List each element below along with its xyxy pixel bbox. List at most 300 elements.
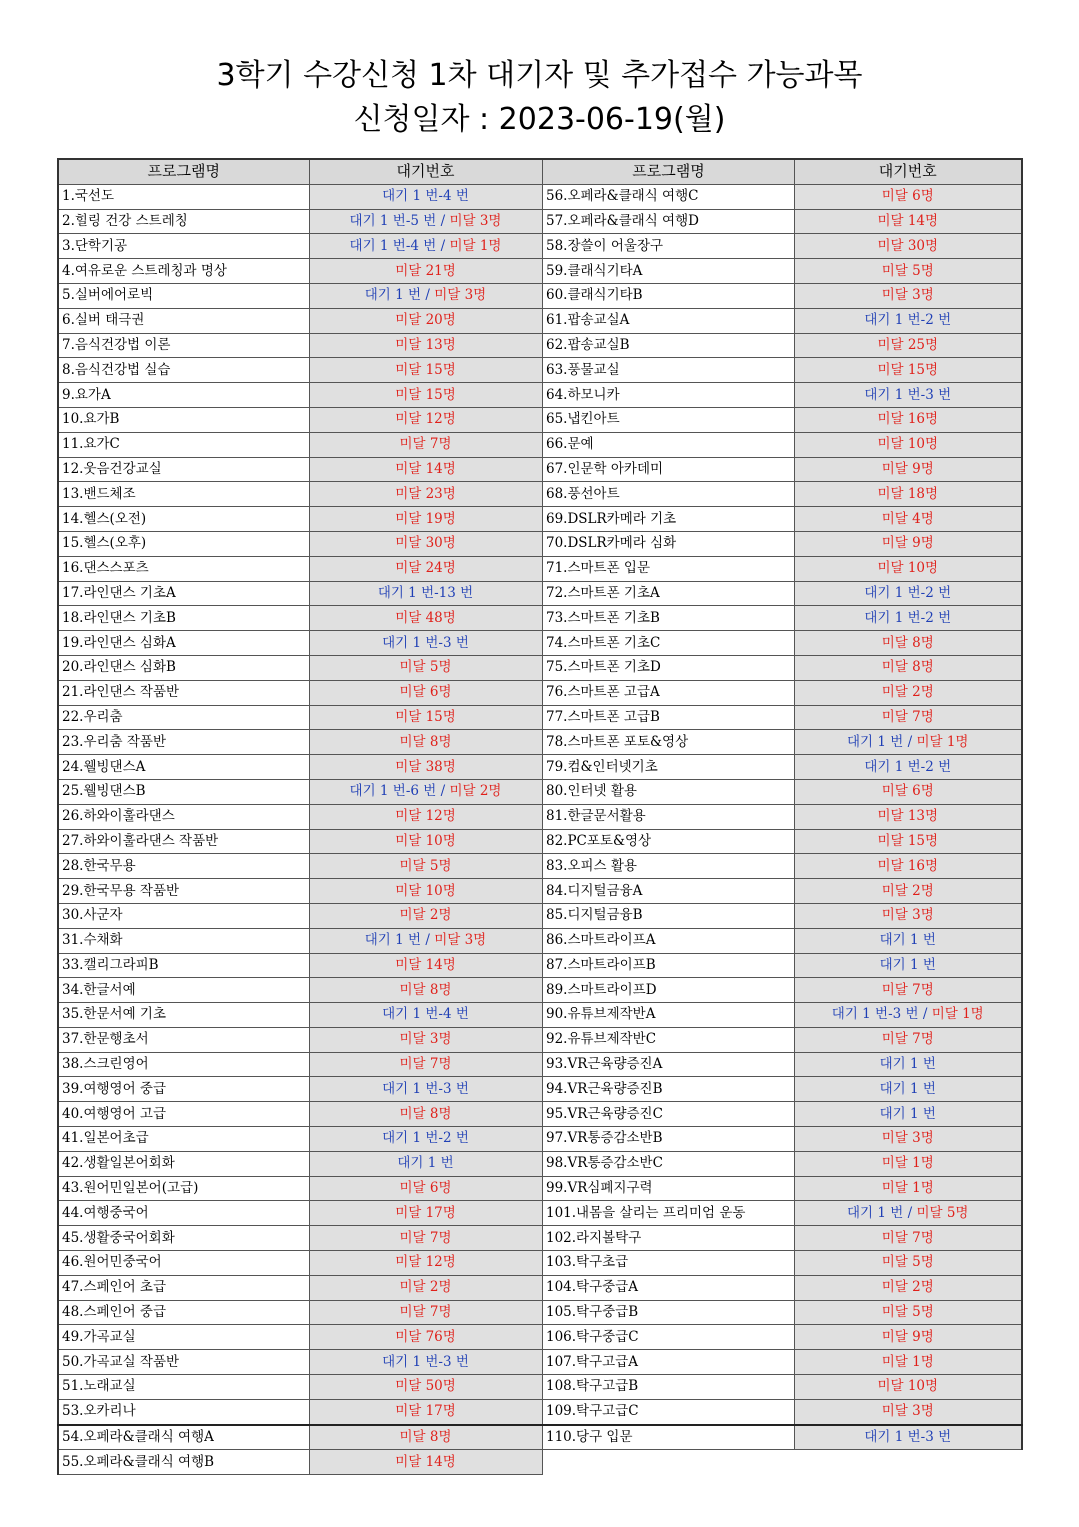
wait-number: 대기 1 번-3 번 xyxy=(864,1429,952,1446)
table-row xyxy=(543,209,1022,234)
wait-status xyxy=(795,1375,1022,1400)
program-name: 64.하모니카 xyxy=(543,383,795,408)
header-wait: 대기번호 xyxy=(795,159,1022,184)
wait-number: 대기 1 번-2 번 xyxy=(864,609,952,626)
program-name: 21.라인댄스 작품반 xyxy=(58,680,309,705)
program-name: 89.스마트라이프D xyxy=(543,978,795,1003)
program-name: 68.풍선아트 xyxy=(543,482,795,507)
table-row xyxy=(58,1201,542,1226)
shortfall-count: 미달 16명 xyxy=(877,857,939,874)
program-name: 50.가곡교실 작품반 xyxy=(58,1350,309,1375)
shortfall-count: 미달 6명 xyxy=(399,1180,452,1197)
table-row xyxy=(543,1275,1022,1300)
shortfall-count: 미달 38명 xyxy=(395,758,456,775)
wait-status xyxy=(309,184,542,209)
program-name: 5.실버에어로빅 xyxy=(58,283,309,308)
wait-status xyxy=(795,655,1022,680)
table-row xyxy=(58,283,542,308)
separator: / xyxy=(436,212,450,229)
shortfall-count: 미달 1명 xyxy=(881,1155,934,1172)
table-row xyxy=(543,928,1022,953)
shortfall-count: 미달 5명 xyxy=(881,1304,934,1321)
table-row xyxy=(58,1450,542,1475)
header-program: 프로그램명 xyxy=(58,159,309,184)
program-name: 12.웃음건강교실 xyxy=(58,457,309,482)
wait-number: 대기 1 번-13 번 xyxy=(377,584,474,601)
wait-status xyxy=(309,457,542,482)
program-name: 107.탁구고급A xyxy=(543,1350,795,1375)
wait-status xyxy=(309,1176,542,1201)
wait-status xyxy=(795,606,1022,631)
program-name: 19.라인댄스 심화A xyxy=(58,631,309,656)
program-name: 70.DSLR카메라 심화 xyxy=(543,531,795,556)
wait-status xyxy=(795,1201,1022,1226)
program-name: 16.댄스스포츠 xyxy=(58,556,309,581)
program-name: 30.사군자 xyxy=(58,903,309,928)
wait-number: 대기 1 번-3 번 xyxy=(382,1080,469,1097)
program-name: 71.스마트폰 입문 xyxy=(543,556,795,581)
wait-status xyxy=(795,680,1022,705)
shortfall-count: 미달 8명 xyxy=(399,1105,452,1122)
table-row xyxy=(543,1027,1022,1052)
table-row xyxy=(543,854,1022,879)
table-row xyxy=(58,482,542,507)
table-row xyxy=(543,1077,1022,1102)
program-name: 108.탁구고급B xyxy=(543,1375,795,1400)
program-name: 90.유튜브제작반A xyxy=(543,1003,795,1028)
shortfall-count: 미달 3명 xyxy=(399,1031,452,1048)
program-name: 31.수채화 xyxy=(58,928,309,953)
shortfall-count: 미달 7명 xyxy=(399,436,452,453)
wait-status xyxy=(309,407,542,432)
wait-status xyxy=(795,556,1022,581)
wait-status xyxy=(795,259,1022,284)
program-name: 17.라인댄스 기초A xyxy=(58,581,309,606)
shortfall-count: 미달 1명 xyxy=(881,1180,934,1197)
shortfall-count: 미달 7명 xyxy=(881,981,934,998)
shortfall-count: 미달 2명 xyxy=(881,1279,934,1296)
shortfall-count: 미달 13명 xyxy=(877,808,939,825)
table-row xyxy=(58,978,542,1003)
shortfall-count: 미달 6명 xyxy=(881,188,934,205)
page-subtitle: 신청일자 : 2023-06-19(월) xyxy=(353,102,726,137)
program-name: 110.당구 입문 xyxy=(543,1425,795,1450)
shortfall-count: 미달 7명 xyxy=(399,1056,452,1073)
program-name: 43.원어민일본어(고급) xyxy=(58,1176,309,1201)
shortfall-count: 미달 50명 xyxy=(395,1378,456,1395)
program-name: 55.오페라&클래식 여행B xyxy=(58,1450,309,1475)
program-name: 61.팝송교실A xyxy=(543,308,795,333)
shortfall-count: 미달 2명 xyxy=(399,1279,452,1296)
program-name: 1.국선도 xyxy=(58,184,309,209)
table-row xyxy=(58,1176,542,1201)
wait-status xyxy=(309,1300,542,1325)
program-name: 2.힐링 건강 스트레칭 xyxy=(58,209,309,234)
program-name: 54.오페라&클래식 여행A xyxy=(58,1425,309,1450)
wait-status xyxy=(309,606,542,631)
program-name: 25.웰빙댄스B xyxy=(58,779,309,804)
table-row xyxy=(58,903,542,928)
shortfall-count: 미달 6명 xyxy=(881,783,934,800)
wait-status xyxy=(309,1052,542,1077)
wait-status xyxy=(309,482,542,507)
program-name: 102.라지볼탁구 xyxy=(543,1226,795,1251)
wait-status xyxy=(309,1450,542,1475)
program-name: 82.PC포토&영상 xyxy=(543,829,795,854)
table-row xyxy=(58,507,542,532)
wait-status xyxy=(309,730,542,755)
program-name: 103.탁구초급 xyxy=(543,1251,795,1276)
shortfall-count: 미달 10명 xyxy=(395,832,456,849)
table-row xyxy=(543,1151,1022,1176)
table-row xyxy=(58,308,542,333)
shortfall-count: 미달 7명 xyxy=(881,1229,934,1246)
wait-status xyxy=(309,1325,542,1350)
shortfall-count: 미달 14명 xyxy=(395,956,456,973)
wait-status xyxy=(795,482,1022,507)
table-row xyxy=(58,1052,542,1077)
shortfall-count: 미달 18명 xyxy=(877,485,939,502)
program-name: 66.문예 xyxy=(543,432,795,457)
wait-status xyxy=(795,1052,1022,1077)
shortfall-count: 미달 15명 xyxy=(395,361,456,378)
program-name: 53.오카리나 xyxy=(58,1399,309,1424)
wait-status xyxy=(309,358,542,383)
waitlist-table-left xyxy=(57,158,543,1475)
program-name: 14.헬스(오전) xyxy=(58,507,309,532)
wait-number: 대기 1 번-3 번 xyxy=(831,1006,919,1023)
program-name: 4.여유로운 스트레칭과 명상 xyxy=(58,259,309,284)
table-row xyxy=(543,581,1022,606)
table-row xyxy=(543,531,1022,556)
shortfall-count: 미달 19명 xyxy=(395,510,456,527)
wait-status xyxy=(309,259,542,284)
separator: / xyxy=(436,783,450,800)
program-name: 62.팝송교실B xyxy=(543,333,795,358)
wait-number: 대기 1 번-6 번 xyxy=(349,783,437,800)
wait-status xyxy=(309,631,542,656)
wait-status xyxy=(795,1077,1022,1102)
shortfall-count: 미달 1명 xyxy=(881,1353,934,1370)
table-row xyxy=(543,259,1022,284)
program-name: 69.DSLR카메라 기초 xyxy=(543,507,795,532)
wait-number: 대기 1 번-2 번 xyxy=(864,312,952,329)
wait-status xyxy=(795,507,1022,532)
program-name: 37.한문행초서 xyxy=(58,1027,309,1052)
program-name: 33.캘리그라피B xyxy=(58,953,309,978)
table-row xyxy=(543,482,1022,507)
program-name: 93.VR근육량증진A xyxy=(543,1052,795,1077)
wait-status xyxy=(309,804,542,829)
wait-number: 대기 1 번-2 번 xyxy=(864,758,952,775)
wait-status xyxy=(309,680,542,705)
program-name: 8.음식건강법 실습 xyxy=(58,358,309,383)
wait-number: 대기 1 번 xyxy=(879,1080,936,1097)
table-row xyxy=(543,507,1022,532)
table-row xyxy=(58,432,542,457)
shortfall-count: 미달 24명 xyxy=(395,560,456,577)
wait-status xyxy=(309,1003,542,1028)
program-name: 9.요가A xyxy=(58,383,309,408)
table-row xyxy=(543,978,1022,1003)
wait-status xyxy=(309,1226,542,1251)
table-row xyxy=(543,432,1022,457)
wait-status xyxy=(795,705,1022,730)
program-name: 49.가곡교실 xyxy=(58,1325,309,1350)
wait-status xyxy=(795,1027,1022,1052)
table-row xyxy=(58,581,542,606)
program-name: 87.스마트라이프B xyxy=(543,953,795,978)
program-name: 106.탁구중급C xyxy=(543,1325,795,1350)
program-name: 27.하와이훌라댄스 작품반 xyxy=(58,829,309,854)
program-name: 38.스크린영어 xyxy=(58,1052,309,1077)
table-row xyxy=(58,755,542,780)
shortfall-count: 미달 5명 xyxy=(881,262,934,279)
program-name: 104.탁구중급A xyxy=(543,1275,795,1300)
wait-status xyxy=(795,879,1022,904)
program-name: 81.한글문서활용 xyxy=(543,804,795,829)
shortfall-count: 미달 8명 xyxy=(399,1429,452,1446)
waitlist-table-right xyxy=(542,158,1023,1450)
shortfall-count: 미달 3명 xyxy=(434,287,487,304)
wait-status xyxy=(795,1251,1022,1276)
table-row xyxy=(543,779,1022,804)
table-row xyxy=(543,804,1022,829)
shortfall-count: 미달 10명 xyxy=(877,560,939,577)
shortfall-count: 미달 1명 xyxy=(931,1006,984,1023)
shortfall-count: 미달 76명 xyxy=(395,1328,456,1345)
table-row xyxy=(58,1226,542,1251)
shortfall-count: 미달 15명 xyxy=(877,832,939,849)
program-name: 63.풍물교실 xyxy=(543,358,795,383)
table-row xyxy=(543,457,1022,482)
wait-number: 대기 1 번-4 번 xyxy=(382,1006,469,1023)
table-row xyxy=(58,1375,542,1400)
table-row xyxy=(543,383,1022,408)
table-row xyxy=(543,1176,1022,1201)
shortfall-count: 미달 9명 xyxy=(881,535,934,552)
table-row xyxy=(543,606,1022,631)
separator: / xyxy=(421,287,435,304)
program-name: 65.냅킨아트 xyxy=(543,407,795,432)
shortfall-count: 미달 7명 xyxy=(399,1229,452,1246)
wait-status xyxy=(795,730,1022,755)
wait-status xyxy=(309,953,542,978)
wait-status xyxy=(309,1077,542,1102)
program-name: 59.클래식기타A xyxy=(543,259,795,284)
wait-number: 대기 1 번-2 번 xyxy=(382,1130,469,1147)
wait-status xyxy=(309,1027,542,1052)
table-row xyxy=(543,680,1022,705)
shortfall-count: 미달 12명 xyxy=(395,808,456,825)
program-name: 47.스페인어 초급 xyxy=(58,1275,309,1300)
table-row xyxy=(58,953,542,978)
table-row xyxy=(58,928,542,953)
shortfall-count: 미달 2명 xyxy=(881,882,934,899)
wait-status xyxy=(309,1425,542,1450)
wait-status xyxy=(795,928,1022,953)
header-wait: 대기번호 xyxy=(309,159,542,184)
shortfall-count: 미달 3명 xyxy=(881,907,934,924)
program-name: 95.VR근육량증진C xyxy=(543,1102,795,1127)
wait-status xyxy=(309,1275,542,1300)
wait-status xyxy=(795,358,1022,383)
table-row xyxy=(58,1077,542,1102)
shortfall-count: 미달 16명 xyxy=(877,411,939,428)
program-name: 51.노래교실 xyxy=(58,1375,309,1400)
table-row xyxy=(543,953,1022,978)
wait-status xyxy=(795,829,1022,854)
program-name: 18.라인댄스 기초B xyxy=(58,606,309,631)
table-row xyxy=(58,655,542,680)
table-row xyxy=(543,829,1022,854)
table-row xyxy=(543,184,1022,209)
shortfall-count: 미달 1명 xyxy=(916,733,969,750)
wait-status xyxy=(795,308,1022,333)
program-name: 75.스마트폰 기초D xyxy=(543,655,795,680)
table-row xyxy=(58,705,542,730)
table-row xyxy=(543,1375,1022,1400)
program-name: 76.스마트폰 고급A xyxy=(543,680,795,705)
shortfall-count: 미달 13명 xyxy=(395,336,456,353)
wait-status xyxy=(795,903,1022,928)
shortfall-count: 미달 3명 xyxy=(449,212,502,229)
wait-status xyxy=(795,209,1022,234)
wait-status xyxy=(309,829,542,854)
shortfall-count: 미달 14명 xyxy=(877,212,939,229)
table-row xyxy=(58,184,542,209)
program-name: 23.우리춤 작품반 xyxy=(58,730,309,755)
separator: / xyxy=(436,237,450,254)
table-row xyxy=(58,631,542,656)
table-row xyxy=(543,1350,1022,1375)
wait-number: 대기 1 번-3 번 xyxy=(864,386,952,403)
shortfall-count: 미달 20명 xyxy=(395,312,456,329)
program-name: 39.여행영어 중급 xyxy=(58,1077,309,1102)
wait-number: 대기 1 번 xyxy=(879,1056,936,1073)
shortfall-count: 미달 8명 xyxy=(881,634,934,651)
wait-status xyxy=(309,209,542,234)
table-row xyxy=(543,1003,1022,1028)
shortfall-count: 미달 5명 xyxy=(916,1204,969,1221)
wait-number: 대기 1 번 xyxy=(364,932,422,949)
program-name: 77.스마트폰 고급B xyxy=(543,705,795,730)
shortfall-count: 미달 21명 xyxy=(395,262,456,279)
separator: / xyxy=(918,1006,932,1023)
table-row xyxy=(543,1052,1022,1077)
shortfall-count: 미달 12명 xyxy=(395,1254,456,1271)
shortfall-count: 미달 25명 xyxy=(877,336,939,353)
program-name: 78.스마트폰 포토&영상 xyxy=(543,730,795,755)
wait-status xyxy=(795,1102,1022,1127)
table-row xyxy=(543,1325,1022,1350)
shortfall-count: 미달 6명 xyxy=(399,684,452,701)
wait-status xyxy=(309,928,542,953)
shortfall-count: 미달 10명 xyxy=(877,436,939,453)
wait-status xyxy=(309,978,542,1003)
program-name: 28.한국무용 xyxy=(58,854,309,879)
wait-status xyxy=(795,333,1022,358)
program-name: 40.여행영어 고급 xyxy=(58,1102,309,1127)
wait-status xyxy=(309,507,542,532)
program-name: 29.한국무용 작품반 xyxy=(58,879,309,904)
wait-status xyxy=(309,1251,542,1276)
wait-number: 대기 1 번 xyxy=(847,733,904,750)
table-header-row xyxy=(543,159,1022,184)
program-name: 45.생활중국어회화 xyxy=(58,1226,309,1251)
shortfall-count: 미달 17명 xyxy=(395,1403,456,1420)
wait-status xyxy=(795,1226,1022,1251)
program-name: 10.요가B xyxy=(58,407,309,432)
wait-status xyxy=(795,779,1022,804)
wait-status xyxy=(795,1350,1022,1375)
wait-status xyxy=(309,556,542,581)
table-row xyxy=(543,1226,1022,1251)
program-name: 56.오페라&클래식 여행C xyxy=(543,184,795,209)
wait-status xyxy=(309,234,542,259)
shortfall-count: 미달 3명 xyxy=(881,1130,934,1147)
program-name: 92.유튜브제작반C xyxy=(543,1027,795,1052)
program-name: 11.요가C xyxy=(58,432,309,457)
wait-status xyxy=(795,631,1022,656)
shortfall-count: 미달 3명 xyxy=(881,1403,934,1420)
wait-status xyxy=(795,1127,1022,1152)
program-name: 97.VR통증감소반B xyxy=(543,1127,795,1152)
program-name: 42.생활일본어회화 xyxy=(58,1151,309,1176)
wait-status xyxy=(309,283,542,308)
program-name: 26.하와이훌라댄스 xyxy=(58,804,309,829)
shortfall-count: 미달 12명 xyxy=(395,411,456,428)
wait-status xyxy=(309,432,542,457)
table-row xyxy=(58,879,542,904)
table-row xyxy=(543,730,1022,755)
separator: / xyxy=(903,733,917,750)
table-row xyxy=(58,1127,542,1152)
wait-number: 대기 1 번 xyxy=(364,287,422,304)
wait-status xyxy=(795,978,1022,1003)
wait-status xyxy=(309,1350,542,1375)
table-row xyxy=(543,755,1022,780)
shortfall-count: 미달 2명 xyxy=(881,684,934,701)
wait-status xyxy=(795,755,1022,780)
table-row xyxy=(543,407,1022,432)
program-name: 44.여행중국어 xyxy=(58,1201,309,1226)
wait-status xyxy=(309,581,542,606)
table-row xyxy=(58,209,542,234)
program-name: 57.오페라&클래식 여행D xyxy=(543,209,795,234)
table-row xyxy=(58,1275,542,1300)
wait-status xyxy=(309,333,542,358)
table-row xyxy=(543,556,1022,581)
table-row xyxy=(543,1251,1022,1276)
wait-status xyxy=(795,283,1022,308)
table-row xyxy=(543,879,1022,904)
program-name: 72.스마트폰 기초A xyxy=(543,581,795,606)
wait-status xyxy=(309,879,542,904)
table-row xyxy=(58,1027,542,1052)
shortfall-count: 미달 3명 xyxy=(881,287,934,304)
wait-status xyxy=(309,705,542,730)
table-row xyxy=(58,556,542,581)
table-row xyxy=(58,407,542,432)
wait-status xyxy=(309,383,542,408)
shortfall-count: 미달 15명 xyxy=(877,361,939,378)
program-name: 105.탁구중급B xyxy=(543,1300,795,1325)
wait-status xyxy=(795,383,1022,408)
table-row xyxy=(58,854,542,879)
table-row xyxy=(543,705,1022,730)
wait-number: 대기 1 번-4 번 xyxy=(382,188,469,205)
